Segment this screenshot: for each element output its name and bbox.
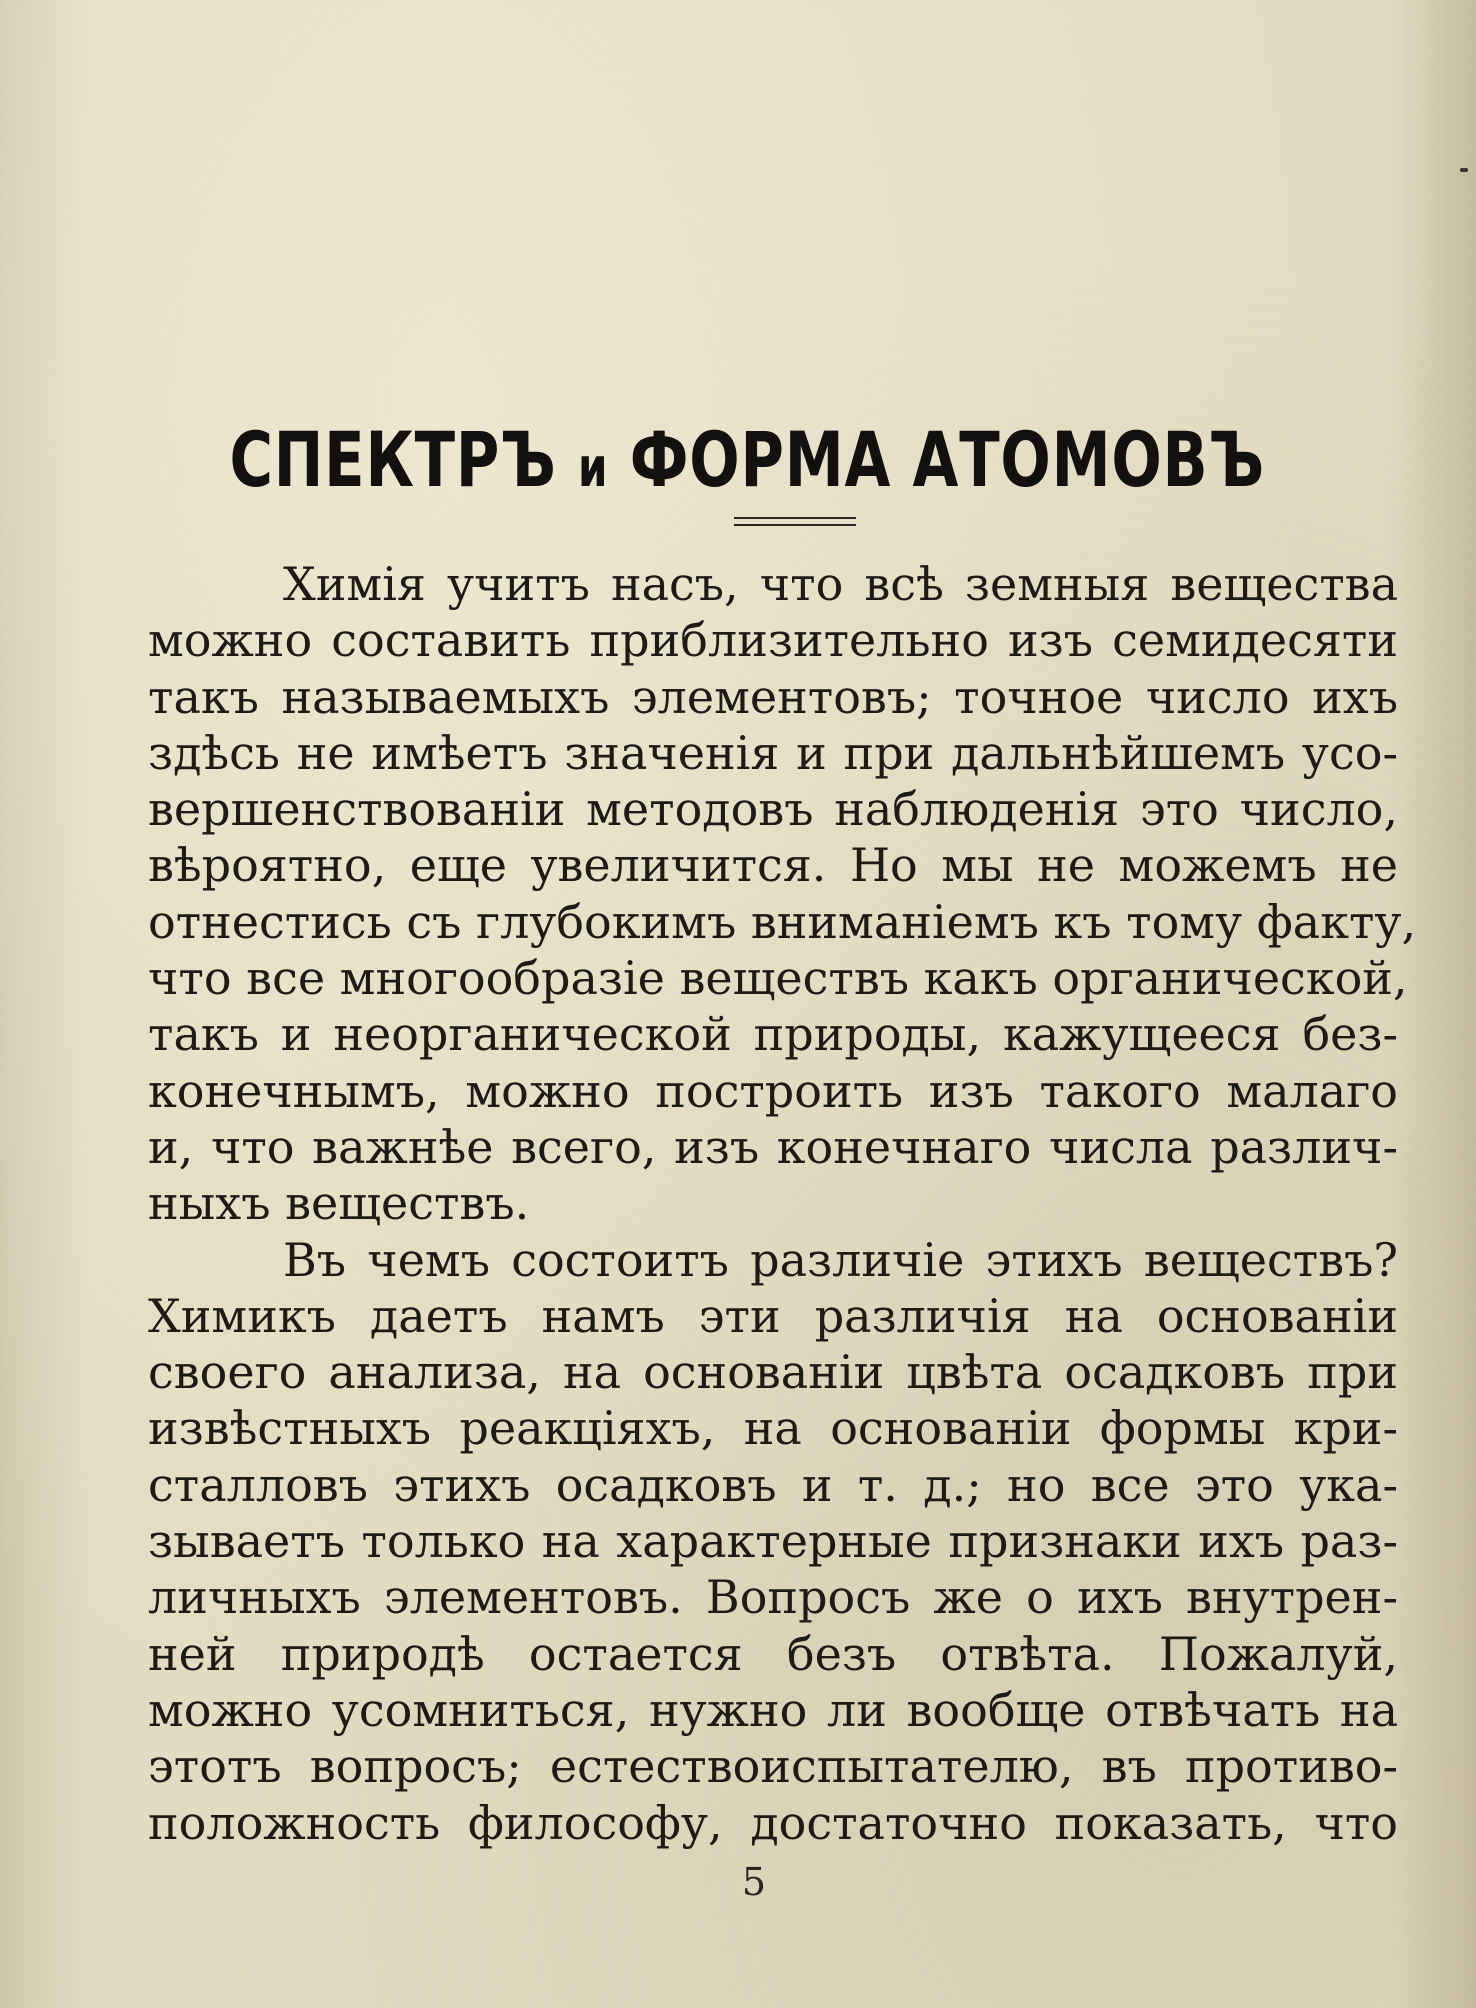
text-line: зываетъ только на характерные признаки ихъ раз- <box>148 1514 1398 1569</box>
text-line: извѣстныхъ реакціяхъ, на основаніи формы кри- <box>148 1401 1398 1456</box>
title-double-rule <box>734 517 856 526</box>
text-line: вершенствованіи методовъ наблюденія это число, <box>148 782 1398 837</box>
text-line: можно составить приблизительно изъ семидесяти <box>148 613 1398 668</box>
chapter-title <box>172 412 1323 516</box>
text-line: отнестись съ глубокимъ вниманіемъ къ тому факту, <box>148 894 1417 949</box>
text-line: такъ и неорганической природы, кажущееся без- <box>148 1007 1398 1062</box>
text-line: личныхъ элементовъ. Вопросъ же о ихъ внутрен- <box>148 1570 1398 1625</box>
body-text <box>148 556 1417 1851</box>
text-line: Въ чемъ состоитъ различіе этихъ веществъ? <box>283 1232 1398 1287</box>
text-line: конечнымъ, можно построить изъ такого малаго <box>148 1063 1398 1118</box>
title-word-atoms: ФОРМА АТОМОВЪ <box>629 415 1265 504</box>
text-line: своего анализа, на основаніи цвѣта осадковъ при <box>148 1345 1398 1400</box>
paragraph-1 <box>148 556 1417 1232</box>
paper-speck <box>1460 168 1468 172</box>
paragraph-2 <box>148 1232 1398 1851</box>
text-line: вѣроятно, еще увеличится. Но мы не можемъ не <box>148 838 1398 893</box>
text-line: можно усомниться, нужно ли вообще отвѣчать на <box>148 1682 1398 1737</box>
text-line: Химія учитъ насъ, что всѣ земныя вещества <box>283 557 1398 611</box>
text-line: ней природѣ остается безъ отвѣта. Пожалуй, <box>148 1626 1398 1681</box>
text-line: что все многообразіе веществъ какъ органической, <box>148 951 1408 1006</box>
title-word-spectrum: СПЕКТРЪ <box>229 415 557 504</box>
text-line: сталловъ этихъ осадковъ и т. д.; но все это ука- <box>148 1457 1398 1512</box>
text-line: ныхъ веществъ. <box>148 1176 530 1231</box>
text-line: этотъ вопросъ; естествоиспытателю, въ противо- <box>148 1739 1398 1794</box>
text-line: Химикъ даетъ намъ эти различія на основаніи <box>148 1288 1398 1343</box>
page-number: 5 <box>741 1860 767 1904</box>
text-line: такъ называемыхъ элементовъ; точное число ихъ <box>148 669 1398 724</box>
text-line: здѣсь не имѣетъ значенія и при дальнѣйшемъ усо- <box>148 725 1398 780</box>
title-word-and: и <box>578 436 609 499</box>
text-line: и, что важнѣе всего, изъ конечнаго числа различ- <box>148 1119 1398 1174</box>
text-line: положность философу, достаточно показать, что <box>148 1795 1398 1850</box>
